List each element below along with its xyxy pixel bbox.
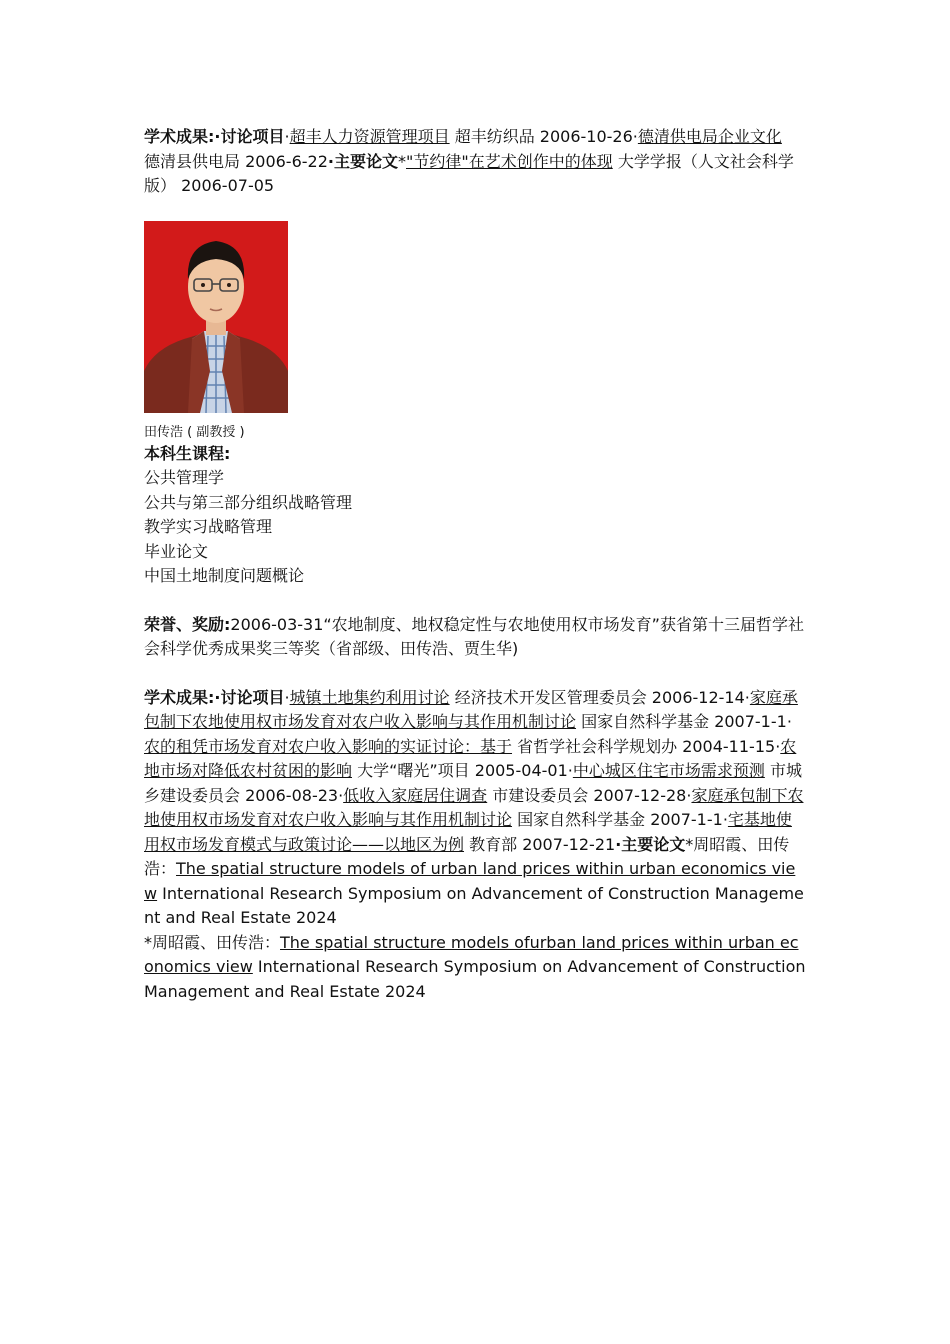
project-meta: 大学“曙光”项目 2005-04-01 (352, 761, 568, 780)
project-meta: 国家自然科学基金 2007-1-1 (512, 810, 723, 829)
course-item: 毕业论文 (144, 541, 209, 561)
separator: · (686, 785, 692, 805)
separator: · (567, 761, 573, 780)
academic-achievements-label: 学术成果: (144, 127, 215, 146)
honors-text: 2006-03-31“农地制度、地权稳定性与农地使用权市场发育”获省第十三届哲学社会科学优秀成果奖三等奖（省部级、田传浩、贾生华) (144, 614, 804, 658)
courses-label: 本科生课程: (144, 443, 231, 463)
project-link[interactable]: 宅基地使用权市场发育模式与政策讨论——以地区为例 (144, 810, 792, 854)
course-item: 教学实习战略管理 (144, 517, 273, 536)
honors-label: 荣誉、奖励: (144, 614, 231, 634)
project-link[interactable]: 农的租凭市场发育对农户收入影响的实证讨论：基于 (144, 736, 513, 756)
project-meta: 国家自然科学基金 2007-1-1 (576, 712, 787, 731)
research-projects-label: 讨论项目 (220, 127, 285, 146)
academic-achievements-paragraph-2 (144, 686, 806, 1005)
project-link[interactable]: 德清供电局企业文化 (637, 127, 782, 146)
academic-achievements-paragraph-1 (144, 125, 806, 199)
separator: · (284, 127, 290, 146)
paper-link[interactable]: "节约律"在艺术创作中的体现 (406, 151, 613, 171)
project-link[interactable]: 超丰人力资源管理项目 (289, 127, 450, 146)
paper-meta: International Research Symposium on Advancement of Construction Management and Real Estate 2024 (144, 883, 804, 927)
project-link[interactable]: 中心城区住宅市场需求预测 (572, 761, 765, 780)
separator: · (722, 810, 728, 829)
project-link[interactable]: 家庭承包制下农地使用权市场发育对农户收入影响与其作用机制讨论 (144, 785, 804, 829)
course-item: 公共与第三部分组织战略管理 (144, 492, 353, 512)
project-meta: 经济技术开发区管理委员会 2006-12-14 (449, 687, 745, 707)
separator: · (775, 736, 781, 756)
project-link[interactable]: 城镇土地集约利用讨论 (289, 687, 450, 707)
project-meta: 省哲学社会科学规划办 2004-11-15 (512, 736, 776, 756)
separator: · (214, 127, 221, 146)
course-item: 公共管理学 (144, 468, 225, 487)
project-link[interactable]: 农地市场对降低农村贫困的影响 (144, 736, 797, 780)
separator: · (786, 712, 792, 731)
separator: · (327, 151, 334, 171)
research-projects-label: 讨论项目 (220, 687, 285, 707)
academic-achievements-label: 学术成果: (144, 687, 215, 707)
paper-link[interactable]: The spatial structure models of urban land prices within urban economics view (144, 859, 796, 903)
separator: · (632, 127, 638, 146)
honors-paragraph (144, 613, 806, 662)
profile-photo (144, 221, 288, 413)
paper-meta: International Research Symposium on Advancement of Construction Management and Real Estate 2024 (144, 957, 806, 1001)
project-link[interactable]: 低收入家庭居住调查 (343, 785, 488, 805)
main-papers-label: 主要论文 (333, 151, 398, 171)
project-meta: 超丰纺织品 2006-10-26 (449, 127, 633, 146)
separator: · (338, 785, 344, 805)
separator: · (744, 687, 750, 707)
course-item: 中国土地制度问题概论 (144, 566, 305, 585)
profile-name-caption: 田传浩 ( 副教授 ) (144, 424, 245, 440)
paper-prefix: *周昭霞、田传浩： (144, 834, 790, 878)
document-page (144, 125, 806, 1004)
paper-meta: 大学学报（人文社会科学版） 2006-07-05 (144, 151, 794, 195)
paper-link[interactable]: The spatial structure models ofurban land prices within urban economics view (144, 932, 799, 976)
project-meta: 市城乡建设委员会 2006-08-23 (144, 761, 802, 805)
main-papers-label: 主要论文 (621, 834, 686, 854)
paper-prefix: * (398, 151, 406, 171)
project-meta: 教育部 2007-12-21 (464, 834, 616, 854)
project-meta: 市建设委员会 2007-12-28 (487, 785, 687, 805)
separator: · (284, 687, 290, 707)
separator: · (214, 687, 221, 707)
separator: · (615, 834, 622, 854)
courses-list (144, 466, 806, 589)
paper-prefix: *周昭霞、田传浩： (144, 932, 281, 952)
project-link[interactable]: 家庭承包制下农地使用权市场发育对农户收入影响与其作用机制讨论 (144, 687, 798, 731)
project-meta: 德清县供电局 2006-6-22 (144, 127, 798, 171)
